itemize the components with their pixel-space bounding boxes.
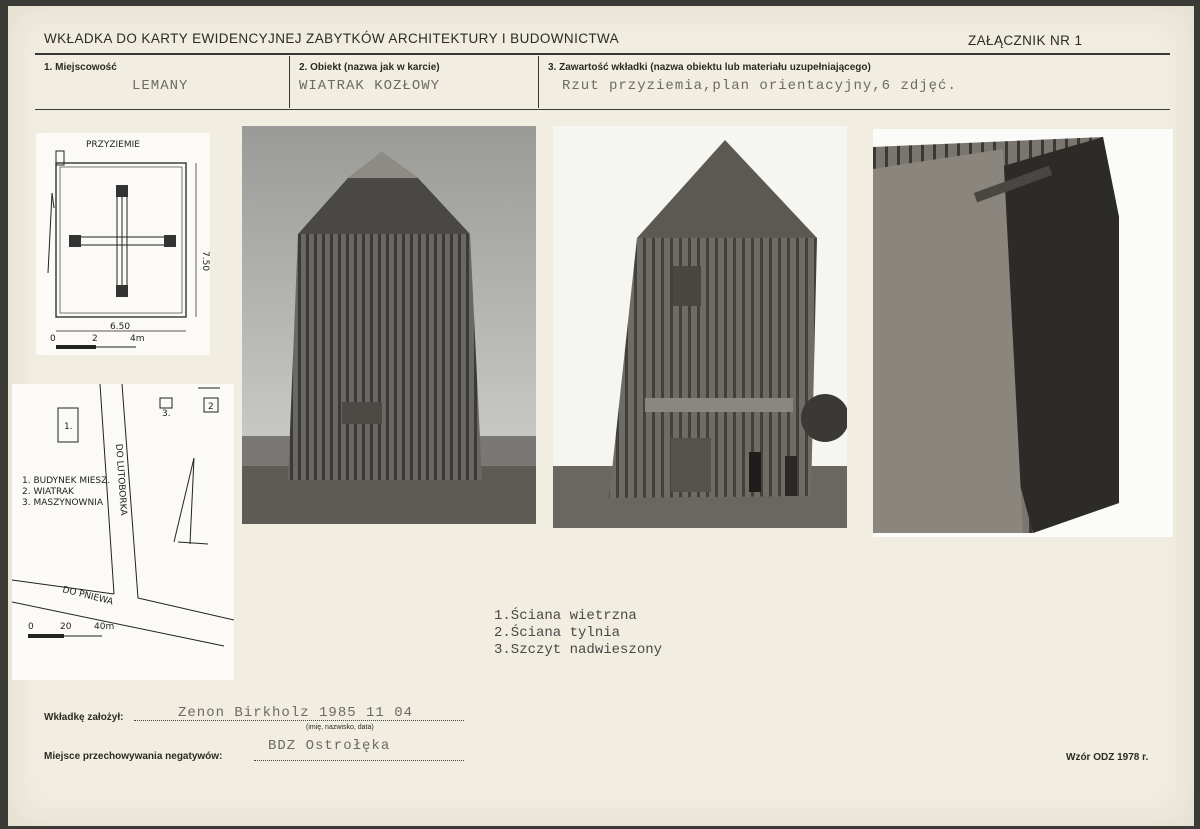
- place-label: 1. Miejscowość: [44, 62, 117, 73]
- floorplan-scale-0: 0: [50, 334, 56, 344]
- floorplan-sketch: [36, 133, 210, 355]
- field-divider-2: [538, 56, 539, 108]
- photo-windward-wall: [242, 126, 536, 524]
- made-by-hint: (imię, nazwisko, data): [306, 724, 374, 731]
- siteplan-marker-3: 3.: [162, 409, 171, 419]
- siteplan-marker-1: 1.: [64, 422, 73, 432]
- floorplan-title: PRZYZIEMIE: [86, 140, 140, 150]
- field-divider-1: [289, 56, 290, 108]
- siteplan-legend-1: 1. BUDYNEK MIESZ.: [22, 476, 111, 486]
- floorplan-height-dim: 7.50: [200, 251, 210, 272]
- template-note: Wzór ODZ 1978 r.: [1066, 752, 1149, 763]
- made-by-value: Zenon Birkholz 1985 11 04: [178, 705, 414, 721]
- siteplan-scale-20: 20: [60, 622, 72, 632]
- siteplan-scale-40: 40m: [94, 622, 115, 632]
- field-rule: [35, 109, 1170, 110]
- floorplan-width-dim: 6.50: [110, 322, 131, 332]
- caption-1: 1.Ściana wietrzna: [494, 608, 637, 624]
- siteplan-legend-3: 3. MASZYNOWNIA: [22, 498, 104, 508]
- photo-overhanging-gable: [873, 129, 1173, 537]
- storage-line: [254, 760, 464, 761]
- place-value: LEMANY: [132, 78, 189, 94]
- siteplan-sketch: [12, 384, 234, 680]
- caption-3: 3.Szczyt nadwieszony: [494, 642, 663, 658]
- siteplan-marker-2: 2: [208, 402, 214, 412]
- made-by-label: Wkładkę założył:: [44, 712, 124, 723]
- siteplan-road-north: DO LUTOBORKA: [113, 443, 128, 516]
- floorplan-scale-2: 2: [92, 334, 98, 344]
- object-label: 2. Obiekt (nazwa jak w karcie): [299, 62, 440, 73]
- storage-label: Miejsce przechowywania negatywów:: [44, 751, 223, 762]
- siteplan-road-south: DO PNIEWA: [61, 585, 115, 608]
- storage-value: BDZ Ostrołęka: [268, 738, 391, 754]
- siteplan-legend-2: 2. WIATRAK: [22, 487, 74, 497]
- content-label: 3. Zawartość wkładki (nazwa obiektu lub materiału uzupełniającego): [548, 62, 871, 73]
- object-value: WIATRAK KOZŁOWY: [299, 78, 441, 94]
- caption-2: 2.Ściana tylnia: [494, 625, 621, 641]
- content-value: Rzut przyziemia,plan orientacyjny,6 zdjęć.: [562, 78, 957, 94]
- floorplan-scale-4: 4m: [130, 334, 145, 344]
- siteplan-scale-0: 0: [28, 622, 34, 632]
- header-rule: [35, 53, 1170, 55]
- sheet-title: WKŁADKA DO KARTY EWIDENCYJNEJ ZABYTKÓW ARCHITEKTURY I BUDOWNICTWA: [44, 31, 620, 46]
- annex-number: ZAŁĄCZNIK NR 1: [968, 33, 1083, 48]
- photo-rear-wall: [553, 126, 847, 528]
